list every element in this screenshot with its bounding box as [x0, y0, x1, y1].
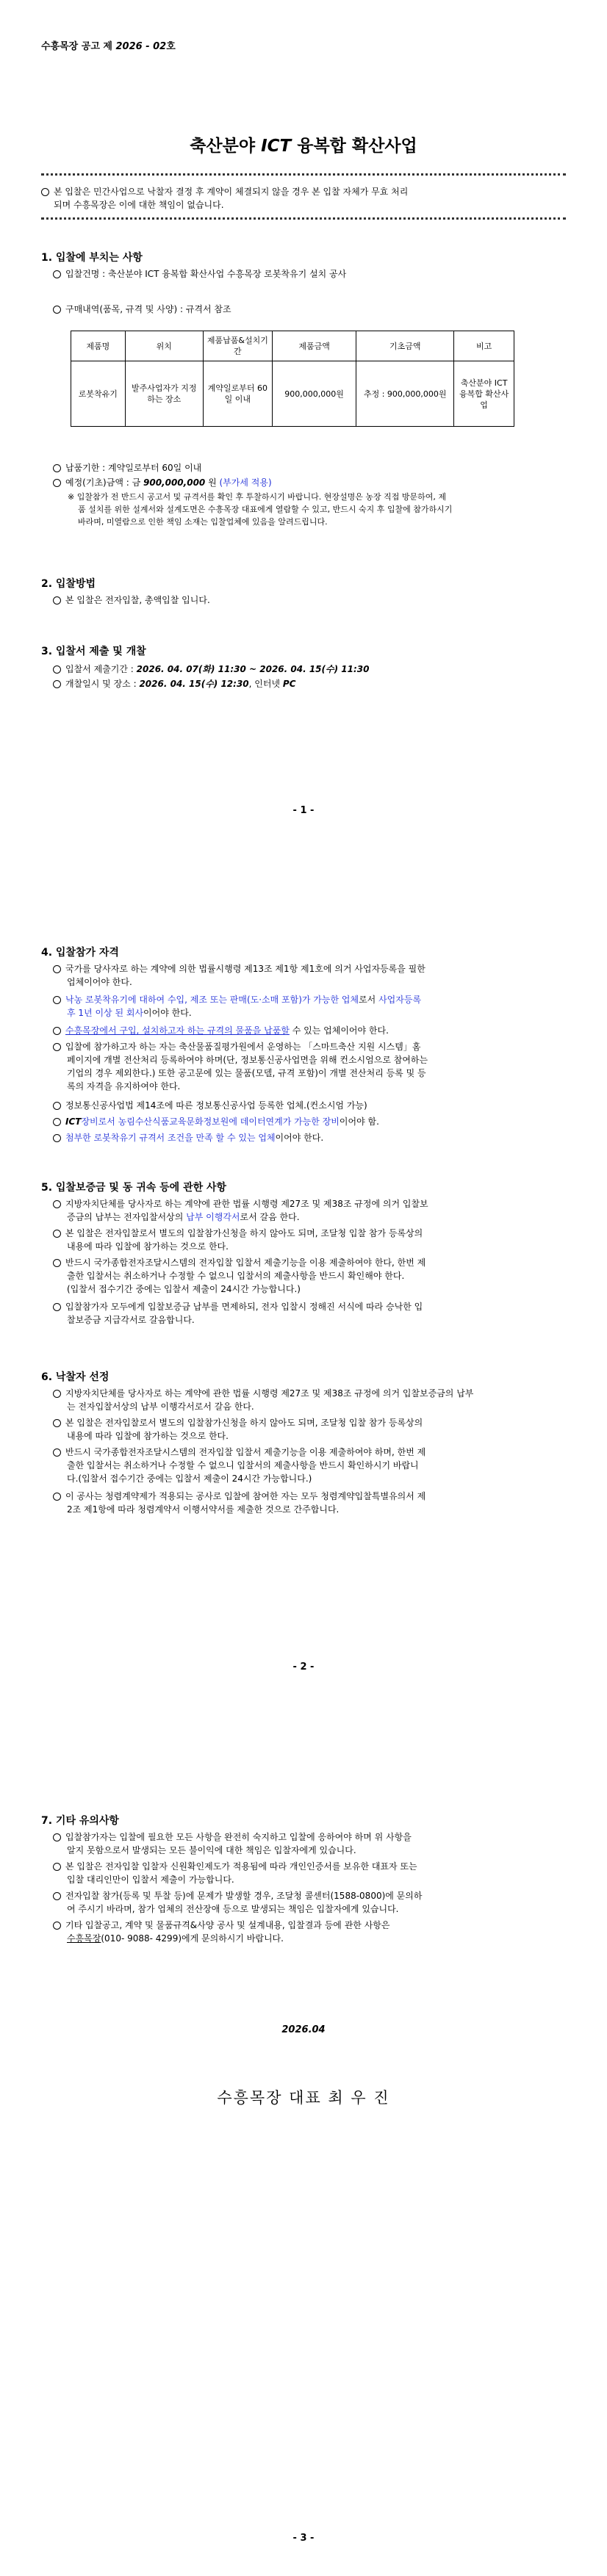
s5-i3-line1: [53, 1256, 560, 1269]
s5-i4-text2: 찰보증금 지급각서로 갈음합니다.: [67, 1315, 195, 1325]
bullet-circle-icon: [53, 270, 61, 278]
disclaimer-text-2: 되며 수흥목장은 이에 대한 책임이 없습니다.: [54, 200, 224, 210]
s7-i1-line1: [53, 1830, 560, 1844]
note-line-3: 바라며, 미열람으로 인한 책임 소재는 입찰업체에 있음을 알려드립니다.: [78, 517, 328, 527]
page-number-2: - 2 -: [292, 1662, 315, 1673]
s4-i2-b: 로서: [359, 995, 379, 1005]
section-3-title: 3. 입찰서 제출 및 개찰: [41, 646, 146, 657]
s1-item-deadline: [53, 461, 560, 475]
spec-table: [71, 331, 514, 427]
s4-item-5: [53, 1099, 560, 1112]
document-title: [0, 132, 607, 156]
s4-item-6: [53, 1115, 560, 1128]
s4-i7-b: 이어야 한다.: [275, 1133, 324, 1143]
s5-i4-text1: 입찰참가자 모두에게 입찰보증금 납부를 면제하되, 전자 입찰시 정해진 서식에 따라 승낙한 입: [65, 1302, 423, 1312]
s6-i3-text3: 다.(입찰서 접수기간 중에는 입찰서 제출이 24시간 가능합니다.): [67, 1473, 312, 1484]
bullet-circle-icon: [53, 1118, 61, 1126]
note-line-2: 품 설치를 위한 설계서와 설계도면은 수흥목장 대표에게 열람할 수 있고, 반드시 숙지 후 입찰에 참가하시기: [78, 505, 453, 514]
price-vat: (부가세 적용): [219, 477, 272, 488]
s7-i1-text2: 알지 못함으로서 발생되는 모든 불이익에 대한 책임은 입찰자에게 있습니다.: [67, 1845, 356, 1855]
table-cell: 계약일로부터 60일 이내: [203, 361, 272, 427]
s7-i2-text2: 입찰 대리인만이 입찰서 제출이 가능합니다.: [67, 1875, 234, 1885]
bullet-circle-icon: [53, 596, 61, 605]
s4-i2-c: 사업자등록: [378, 995, 422, 1005]
s7-i3-text1: 전자입찰 참가(등록 및 투찰 등)에 문제가 발생할 경우, 조달청 콜센터(1588-0800)에 문의하: [65, 1891, 423, 1901]
s1-item-name: [53, 267, 560, 281]
bullet-circle-icon: [53, 1493, 61, 1501]
s6-item-1: [53, 1387, 560, 1413]
s7-i4-line1: [53, 1919, 560, 1932]
s5-i1-text1: 지방자치단체를 당사자로 하는 계약에 관한 법률 시행령 제27조 및 제38조 규정에 의거 입찰보: [65, 1199, 428, 1209]
s4-i4-text4: 록의 자격을 유지하여야 한다.: [67, 1081, 181, 1092]
s4-item-2: [53, 993, 560, 1020]
dotted-divider-bottom: [41, 217, 566, 220]
table-header-row: [71, 331, 514, 361]
page-number-1: - 1 -: [292, 805, 315, 816]
s7-i4-text1: 기타 입찰공고, 계약 및 물품규격&사양 공사 및 설계내용, 입찰결과 등에 관한 사항은: [65, 1920, 390, 1930]
s2-item: [53, 594, 560, 607]
price-unit: 원: [205, 477, 220, 488]
s4-i1-line1: [53, 962, 560, 975]
s7-item-4: [53, 1919, 560, 1945]
section-4-title: 4. 입찰참가 자격: [41, 947, 119, 959]
signature-line: 수흥목장 대표 최 우 진: [217, 2089, 390, 2107]
s7-i3-line1: [53, 1889, 560, 1902]
title-ict: ICT: [261, 137, 292, 156]
table-header: 기초금액: [356, 331, 454, 361]
disclaimer: [41, 185, 556, 212]
section-7-title: 7. 기타 유의사항: [41, 1815, 119, 1827]
table-cell: 발주사업자가 지정하는 장소: [125, 361, 203, 427]
bullet-circle-icon: [53, 1892, 61, 1900]
table-cell: 900,000,000원: [272, 361, 356, 427]
s5-i2-text2: 내용에 따라 입찰에 참가하는 것으로 한다.: [67, 1241, 229, 1252]
s6-i2-text1: 본 입찰은 전자입찰로서 별도의 입찰참가신청을 하지 않아도 되며, 조달청 입찰 참가 등록상의: [65, 1418, 423, 1428]
table-header: 비고: [454, 331, 514, 361]
s4-i2-d: 후 1년 이상 된 회사: [67, 1008, 144, 1018]
s1-spec-text: 구매내역(품목, 규격 및 사양) : 규격서 참조: [65, 304, 231, 314]
s4-i5-text: 정보통신공사업법 제14조에 따른 정보통신공사업 등록한 업체.(컨소시엄 가능): [65, 1100, 367, 1111]
s6-item-2: [53, 1416, 560, 1443]
s6-i2-line1: [53, 1416, 560, 1429]
s5-i3-text2: 출한 입찰서는 취소하거나 수정할 수 없으니 입찰서의 제출사항을 반드시 확인해야 한다.: [67, 1271, 405, 1281]
s5-item-1: [53, 1197, 560, 1224]
note-line-1: ※ 입찰참가 전 반드시 공고서 및 규격서를 확인 후 투찰하시기 바랍니다. 현장설명은 농장 직접 방문하여, 제: [68, 492, 446, 502]
s6-i3-text1: 반드시 국가종합전자조달시스템의 전자입찰 입찰서 제출기능을 이용 제출하여야 하며, 한번 제: [65, 1447, 426, 1457]
s7-item-3: [53, 1889, 560, 1916]
s6-i3-line1: [53, 1446, 560, 1459]
disclaimer-line-1: [41, 185, 556, 198]
s5-i2-text1: 본 입찰은 전자입찰로서 별도의 입찰참가신청을 하지 않아도 되며, 조달청 입찰 참가 등록상의: [65, 1228, 423, 1238]
open-label: 개찰일시 및 장소 :: [65, 679, 140, 689]
s4-item-3: [53, 1024, 560, 1037]
s4-i4-text3: 기업의 경우 제외한다.) 또한 공고문에 있는 물품(모델, 규격 포함)이 개별 전산처리 등록 및 등: [67, 1068, 426, 1078]
s5-i1-b: 납부 이행각서: [186, 1212, 240, 1222]
s7-i4-farm: 수흥목장: [67, 1933, 101, 1944]
s5-i3-text3: (입찰서 접수기간 중에는 입찰서 제출이 24시간 가능합니다.): [67, 1284, 301, 1294]
s6-i4-text2: 2조 제1항에 따라 청렴계약서 이행서약서를 제출한 것으로 간주합니다.: [67, 1504, 340, 1515]
bullet-circle-icon: [53, 965, 61, 973]
period-value: 2026. 04. 07(화) 11:30 ~ 2026. 04. 15(수) 11:30: [136, 664, 370, 674]
s4-i4-text1: 입찰에 참가하고자 하는 자는 축산물품질평가원에서 운영하는 「스마트축산 지원 시스템」홈: [65, 1042, 421, 1052]
s7-i4-contact: (010- 9088- 4299)에게 문의하시기 바랍니다.: [101, 1933, 284, 1944]
bullet-circle-icon: [53, 1200, 61, 1208]
s4-i2-e: 이어야 한다.: [143, 1008, 192, 1018]
s7-i2-line1: [53, 1860, 560, 1873]
s5-item-2: [53, 1227, 560, 1253]
bullet-circle-icon: [53, 1833, 61, 1841]
price-label: 예정(기초)금액 : 금: [65, 477, 143, 488]
s3-item-open: [53, 677, 560, 690]
s4-i6-a: ICT: [65, 1116, 82, 1127]
bullet-circle-icon: [53, 1027, 61, 1035]
s5-i2-line1: [53, 1227, 560, 1240]
table-header: 제품납품&설치기간: [203, 331, 272, 361]
s1-deadline-text: 납품기한 : 계약일로부터 60일 이내: [65, 463, 202, 473]
price-value: 900,000,000: [143, 477, 206, 488]
section-6-title: 6. 낙찰자 선정: [41, 1371, 109, 1383]
bullet-circle-icon: [53, 1043, 61, 1051]
table-header: 제품금액: [272, 331, 356, 361]
table-cell: 축산분야 ICT 융복합 확산사업: [454, 361, 514, 427]
disclaimer-text-1: 본 입찰은 민간사업으로 낙찰자 결정 후 계약이 체결되지 않을 경우 본 입찰 자체가 무효 처리: [54, 187, 409, 197]
s4-i4-text2: 페이지에 개별 전산처리 등록하여야 하며(단, 정보통신공사업면을 위해 컨소시엄으로 참여하는: [67, 1055, 428, 1065]
s7-i2-text1: 본 입찰은 전자입찰 입찰자 신원확인제도가 적용됨에 따라 개인인증서를 보유한 대표자 또는: [65, 1861, 417, 1872]
title-part-b: 융복합 확산사업: [291, 137, 417, 156]
s4-i6-c: 이어야 함.: [339, 1116, 379, 1127]
bullet-circle-icon: [53, 479, 61, 487]
s6-i1-line1: [53, 1387, 560, 1400]
s4-i4-line1: [53, 1040, 560, 1053]
document-date: 2026.04: [281, 2024, 326, 2035]
s4-i1-text2: 업체이어야 한다.: [67, 977, 132, 987]
table-cell: 추정 : 900,000,000원: [356, 361, 454, 427]
bullet-circle-icon: [53, 996, 61, 1004]
s5-item-3: [53, 1256, 560, 1296]
bullet-circle-icon: [53, 1448, 61, 1457]
s5-i1-line2: [53, 1211, 560, 1224]
s4-i6-b: 장비로서 농림수산식품교육문화정보원에 데이터연계가 가능한 장비: [81, 1116, 340, 1127]
s7-item-1: [53, 1830, 560, 1857]
s4-item-7: [53, 1131, 560, 1144]
dotted-divider-top: [41, 173, 566, 176]
s4-i2-a: 낙농 로봇착유기에 대하여 수입, 제조 또는 판매(도·소매 포함)가 가능한 업체: [65, 995, 359, 1005]
disclaimer-line-2: [41, 198, 556, 212]
s4-i2-line2: [53, 1006, 560, 1020]
bullet-circle-icon: [53, 464, 61, 472]
title-part-a: 축산분야: [190, 137, 262, 156]
s1-item-spec: [53, 303, 560, 316]
open-date: 2026. 04. 15(수) 12:30: [139, 679, 249, 689]
bullet-circle-icon: [53, 306, 61, 314]
s7-i1-text1: 입찰참가자는 입찰에 필요한 모든 사항을 완전히 숙지하고 입찰에 응하여야 하며 위 사항을: [65, 1832, 412, 1842]
bullet-circle-icon: [41, 188, 49, 196]
s1-note: [68, 491, 560, 528]
s4-item-4: [53, 1040, 560, 1093]
notice-no-value: 2026 - 02: [115, 41, 167, 52]
section-2-title: 2. 입찰방법: [41, 578, 96, 590]
page-number-3: - 3 -: [292, 2533, 315, 2544]
s6-i1-text2: 는 전자입찰서상의 납부 이행각서로서 갈음 한다.: [67, 1401, 254, 1412]
notice-prefix: 수흥목장 공고 제: [41, 41, 116, 52]
s4-i3-b: 수 있는 업체이어야 한다.: [289, 1025, 389, 1036]
s4-i7-a: 첨부한 로봇착유기 규격서 조건을 만족 할 수 있는 업체: [65, 1133, 276, 1143]
s5-i4-line1: [53, 1300, 560, 1313]
bullet-circle-icon: [53, 1390, 61, 1398]
s4-i3-a: 수흥목장에서 구입, 설치하고자 하는 규격의 물품을 납품할: [65, 1025, 290, 1036]
s7-i3-text2: 여 주시기 바라며, 참가 업체의 전산장애 등으로 발생되는 책임은 입찰자에게 있습니다.: [67, 1904, 399, 1914]
notice-number: [41, 38, 176, 52]
bullet-circle-icon: [53, 1303, 61, 1311]
bullet-circle-icon: [53, 1922, 61, 1930]
open-place: , 인터넷: [248, 679, 283, 689]
s4-i2-line1: [53, 993, 560, 1006]
s6-i4-line1: [53, 1490, 560, 1503]
s6-i3-text2: 출한 입찰서는 취소하거나 수정할 수 없으니 입찰서의 제출사항을 반드시 확인하시기 바랍니: [67, 1460, 419, 1471]
s5-i1-c: 로서 갈음 한다.: [240, 1212, 300, 1222]
s6-item-3: [53, 1446, 560, 1485]
s6-i4-text1: 이 공사는 청렴계약제가 적용되는 공사로 입찰에 참여한 자는 모두 청렴계약입찰특별유의서 제: [65, 1491, 426, 1501]
section-5-title: 5. 입찰보증금 및 동 귀속 등에 관한 사항: [41, 1182, 227, 1194]
bullet-circle-icon: [53, 1102, 61, 1110]
s5-i3-text1: 반드시 국가종합전자조달시스템의 전자입찰 입찰서 제출기능을 이용 제출하여야 한다, 한번 제: [65, 1258, 426, 1268]
s3-item-period: [53, 663, 560, 676]
s5-item-4: [53, 1300, 560, 1327]
section-1-title: 1. 입찰에 부치는 사항: [41, 252, 143, 264]
bullet-circle-icon: [53, 665, 61, 674]
table-cell: 로봇착유기: [71, 361, 126, 427]
s7-item-2: [53, 1860, 560, 1886]
s6-i1-text1: 지방자치단체를 당사자로 하는 계약에 관한 법률 시행령 제27조 및 제38조 규정에 의거 입찰보증금의 납부: [65, 1388, 474, 1399]
s6-i2-text2: 내용에 따라 입찰에 참가하는 것으로 한다.: [67, 1431, 229, 1441]
table-header: 위치: [125, 331, 203, 361]
bullet-circle-icon: [53, 1259, 61, 1267]
s4-i1-text1: 국가를 당사자로 하는 계약에 의한 법률시행령 제13조 제1항 제1호에 의거 사업자등록을 필한: [65, 964, 425, 974]
bullet-circle-icon: [53, 1863, 61, 1871]
s1-name-text: 입찰건명 : 축산분야 ICT 융복합 확산사업 수흥목장 로봇착유기 설치 공사: [65, 269, 347, 279]
table-row: [71, 361, 514, 427]
s7-i4-line2: [53, 1932, 560, 1945]
s6-item-4: [53, 1490, 560, 1516]
s1-item-price: [53, 476, 560, 489]
s2-line-text: 본 입찰은 전자입찰, 총액입찰 입니다.: [65, 595, 210, 605]
s5-i1-a: 증금의 납부는 전자입찰서상의: [67, 1212, 187, 1222]
table-header: 제품명: [71, 331, 126, 361]
s4-item-1: [53, 962, 560, 989]
bullet-circle-icon: [53, 1419, 61, 1427]
bullet-circle-icon: [53, 1134, 61, 1142]
bullet-circle-icon: [53, 680, 61, 688]
period-label: 입찰서 제출기간 :: [65, 664, 137, 674]
s5-i1-line1: [53, 1197, 560, 1211]
bullet-circle-icon: [53, 1230, 61, 1238]
notice-suffix: 호: [166, 41, 176, 52]
open-pc: PC: [282, 679, 296, 689]
